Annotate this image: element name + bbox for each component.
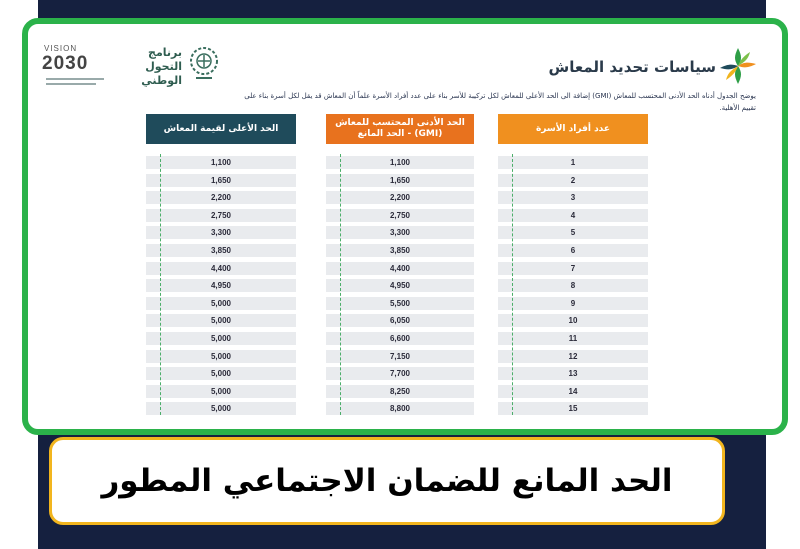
family-size-cell: 7 [498,262,648,275]
min-value-cell: 1,650 [326,174,474,187]
min-value-cell: 3,850 [326,244,474,257]
vision-subline [46,83,96,85]
min-value-cell: 2,200 [326,191,474,204]
vision-word: VISION [44,44,78,53]
max-value-cell: 5,000 [146,350,296,363]
max-value-cell: 5,000 [146,385,296,398]
max-value-cell: 1,650 [146,174,296,187]
max-value-cell: 3,300 [146,226,296,239]
max-value-cell: 2,200 [146,191,296,204]
caption-title: الحد المانع للضمان الاجتماعي المطور [101,463,673,499]
family-size-column [498,114,648,420]
min-pension-header: الحد الأدنى المحتسب للمعاش (GMI) - الحد المانع [326,114,474,144]
vision-2030-logo [42,44,112,88]
vision-year: 2030 [42,53,89,74]
min-value-cell: 8,800 [326,402,474,415]
min-value-cell: 5,500 [326,297,474,310]
max-pension-header: الحد الأعلى لقيمة المعاش [146,114,296,144]
min-value-cell: 7,150 [326,350,474,363]
document-frame [22,18,788,435]
min-pension-values [326,156,474,415]
ntp-emblem-icon [186,44,222,84]
min-value-cell: 6,050 [326,314,474,327]
max-value-cell: 1,100 [146,156,296,169]
family-size-cell: 13 [498,367,648,380]
max-value-cell: 5,000 [146,314,296,327]
family-size-values [498,156,648,415]
max-value-cell: 4,400 [146,262,296,275]
family-size-cell: 10 [498,314,648,327]
caption-box [49,437,725,525]
intro-paragraph: يوضح الجدول أدناه الحد الأدنى المحتسب للمعاش (GMI) إضافة الى الحد الأعلى للمعاش لكل تركيبة للأسر بناء على عدد أفراد الأسرة علماً أن المعاش قد يقل لكل أسرة بناء على تقييم الأهلية. [244,92,756,112]
min-value-cell: 4,400 [326,262,474,275]
max-value-cell: 2,750 [146,209,296,222]
logos [36,40,226,90]
min-value-cell: 3,300 [326,226,474,239]
family-size-cell: 3 [498,191,648,204]
family-size-cell: 11 [498,332,648,345]
min-value-cell: 2,750 [326,209,474,222]
vision-subline [46,78,104,80]
top-dark-strip [38,0,766,20]
family-size-cell: 14 [498,385,648,398]
family-size-cell: 9 [498,297,648,310]
min-value-cell: 7,700 [326,367,474,380]
min-value-cell: 8,250 [326,385,474,398]
dashed-guide [340,154,341,415]
min-value-cell: 6,600 [326,332,474,345]
document-image [28,24,782,429]
max-value-cell: 5,000 [146,402,296,415]
program-name: برنامج التحول الوطني [141,46,182,87]
ministry-logo-icon [716,44,760,88]
family-size-cell: 5 [498,226,648,239]
family-size-cell: 2 [498,174,648,187]
dashed-guide [512,154,513,415]
min-value-cell: 1,100 [326,156,474,169]
family-size-cell: 1 [498,156,648,169]
max-value-cell: 3,850 [146,244,296,257]
min-pension-column [326,114,474,420]
max-pension-column [146,114,296,420]
family-size-cell: 15 [498,402,648,415]
family-size-header: عدد أفراد الأسرة [498,114,648,144]
max-value-cell: 5,000 [146,297,296,310]
page-header [520,40,760,90]
family-size-cell: 12 [498,350,648,363]
family-size-cell: 4 [498,209,648,222]
page-title: سياسات تحديد المعاش [548,58,716,76]
dashed-guide [160,154,161,415]
max-pension-values [146,156,296,415]
max-value-cell: 4,950 [146,279,296,292]
family-size-cell: 8 [498,279,648,292]
max-value-cell: 5,000 [146,332,296,345]
max-value-cell: 5,000 [146,367,296,380]
min-value-cell: 4,950 [326,279,474,292]
family-size-cell: 6 [498,244,648,257]
